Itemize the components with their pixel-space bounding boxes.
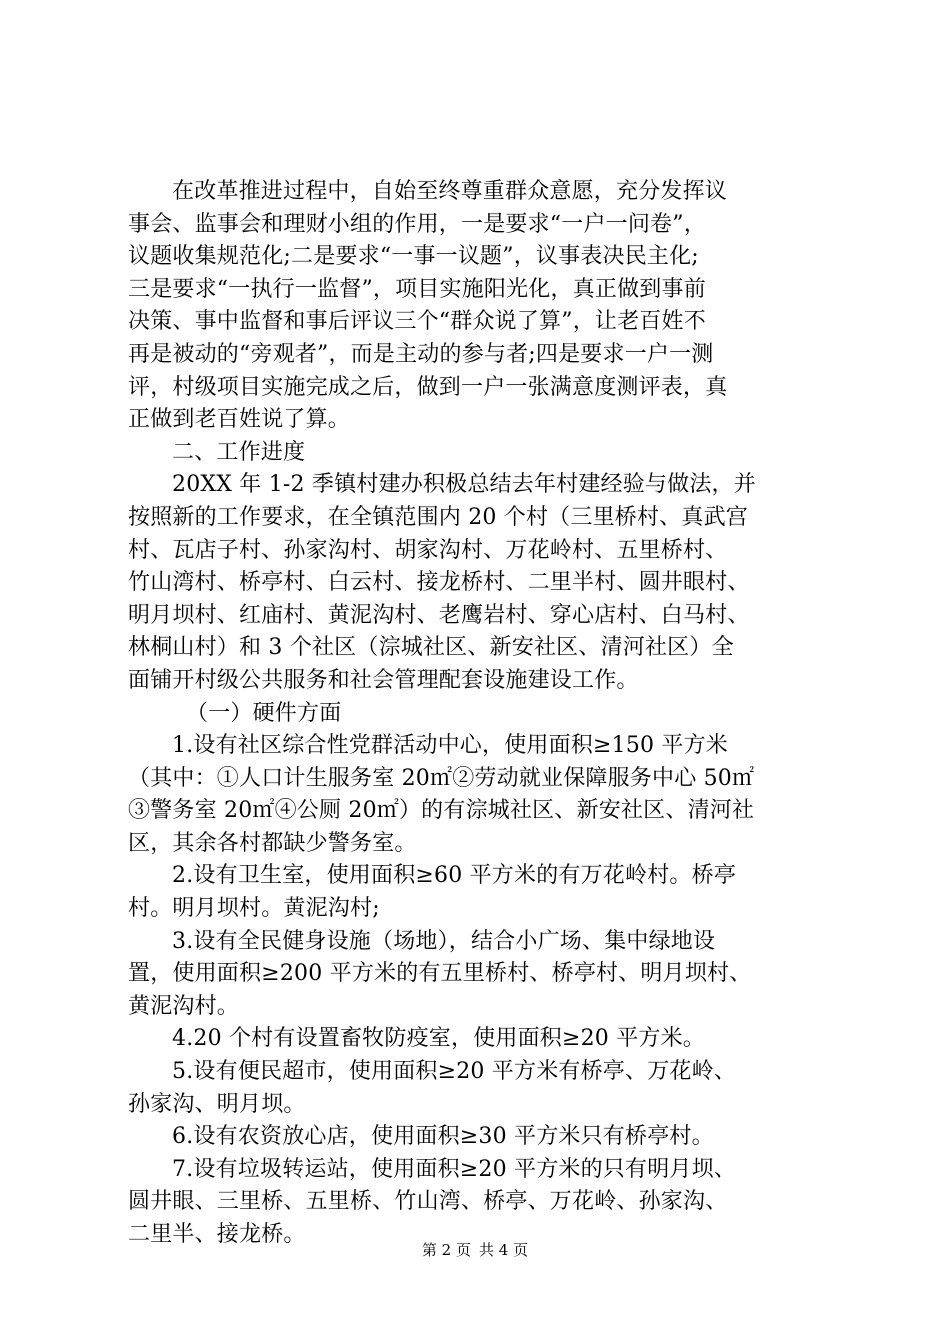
page-total: 共 4 页	[479, 1241, 529, 1259]
list-item-line: 4.20 个村有设置畜牧防疫室，使用面积≥20 平方米。	[172, 1026, 705, 1052]
list-item-line: 区，其余各村都缺少警务室。	[128, 830, 417, 856]
paragraph-line: 三是要求“一执行一监督”，项目实施阳光化，真正做到事前	[128, 276, 706, 302]
list-item-line: 6.设有农资放心店，使用面积≥30 平方米只有桥亭村。	[172, 1124, 714, 1150]
subsection-heading: （一）硬件方面	[186, 700, 342, 726]
list-item-line: 置，使用面积≥200 平方米的有五里桥村、桥亭村、明月坝村、	[128, 961, 752, 987]
list-item-line: 2.设有卫生室，使用面积≥60 平方米的有万花岭村。桥亭	[172, 863, 737, 889]
paragraph-line: 20XX 年 1-2 季镇村建办积极总结去年村建经验与做法，并	[172, 472, 756, 498]
list-item-line: 村。明月坝村。黄泥沟村;	[128, 896, 380, 922]
paragraph-line: 议题收集规范化;二是要求“一事一议题”，议事表决民主化;	[128, 244, 699, 270]
paragraph-line: 再是被动的“旁观者”，而是主动的参与者;四是要求一户一测	[128, 341, 714, 367]
paragraph-line: 面铺开村级公共服务和社会管理配套设施建设工作。	[128, 667, 639, 693]
paragraph-line: 明月坝村、红庙村、黄泥沟村、老鹰岩村、穿心店村、白马村、	[128, 602, 750, 628]
list-item-line: 孙家沟、明月坝。	[128, 1091, 306, 1117]
paragraph-line: 竹山湾村、桥亭村、白云村、接龙桥村、二里半村、圆井眼村、	[128, 570, 750, 596]
paragraph-line: 村、瓦店子村、孙家沟村、胡家沟村、万花岭村、五里桥村、	[128, 537, 728, 563]
list-item-line: 二里半、接龙桥。	[128, 1222, 306, 1247]
page-number: 第 2 页	[421, 1241, 471, 1259]
list-item-line: 黄泥沟村。	[128, 993, 240, 1019]
page-footer	[0, 1240, 950, 1260]
paragraph-line: 决策、事中监督和事后评议三个“群众说了算”，让老百姓不	[128, 309, 706, 335]
list-item-line: ③警务室 20㎡④公厕 20㎡）的有淙城社区、新安社区、清河社	[128, 798, 755, 824]
paragraph-line: 林桐山村）和 3 个社区（淙城社区、新安社区、清河社区）全	[128, 635, 734, 661]
document-body	[128, 176, 838, 1252]
list-item-line: 1.设有社区综合性党群活动中心，使用面积≥150 平方米	[172, 733, 729, 759]
paragraph-line: 事会、监事会和理财小组的作用，一是要求“一户一问卷”，	[128, 211, 706, 237]
paragraph-line: 正做到老百姓说了算。	[128, 407, 351, 433]
list-item-line: 3.设有全民健身设施（场地），结合小广场、集中绿地设	[172, 928, 716, 954]
paragraph-line: 在改革推进过程中，自始至终尊重群众意愿，充分发挥议	[172, 179, 728, 204]
list-item-line: 7.设有垃圾转运站，使用面积≥20 平方米的只有明月坝、	[172, 1156, 737, 1182]
list-item-line: （其中：①人口计生服务室 20㎡②劳动就业保障服务中心 50㎡	[128, 765, 755, 791]
list-item-line: 5.设有便民超市，使用面积≥20 平方米有桥亭、万花岭、	[172, 1059, 737, 1085]
list-item-line: 圆井眼、三里桥、五里桥、竹山湾、桥亭、万花岭、孙家沟、	[128, 1189, 728, 1215]
section-heading: 二、工作进度	[172, 439, 306, 465]
paragraph-line: 评，村级项目实施完成之后，做到一户一张满意度测评表，真	[128, 374, 728, 400]
paragraph-line: 按照新的工作要求，在全镇范围内 20 个村（三里桥村、真武宫	[128, 504, 748, 530]
